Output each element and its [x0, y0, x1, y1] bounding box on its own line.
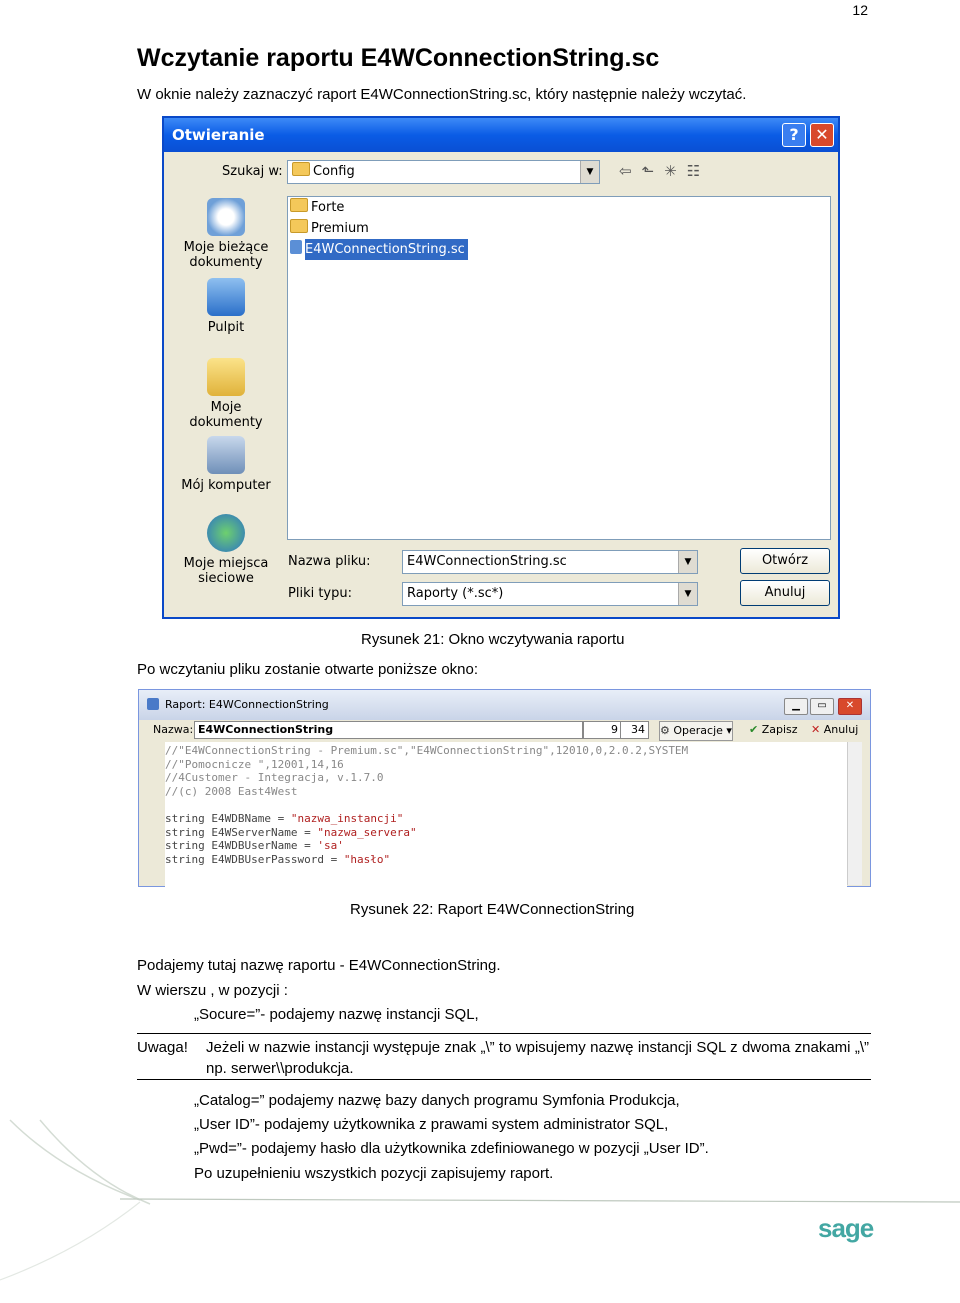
dialog-title: Otwieranie: [172, 126, 265, 144]
cancel-button[interactable]: [811, 721, 858, 739]
my-computer-icon: [207, 436, 245, 474]
filename-value: E4WConnectionString.sc: [407, 554, 567, 569]
check-icon: ✔: [749, 723, 759, 736]
desktop-icon: [207, 278, 245, 316]
folder-icon: [290, 198, 308, 212]
operations-button[interactable]: [659, 721, 733, 741]
list-item: Po uzupełnieniu wszystkich pozycji zapisujemy raport.: [194, 1165, 554, 1182]
page-title: Wczytanie raportu E4WConnectionString.sc: [137, 44, 660, 72]
decorative-swoosh: [0, 1100, 960, 1303]
list-item: „User ID”- podajemy użytkownika z prawami system administrator SQL,: [194, 1116, 669, 1133]
figure-caption-22: Rysunek 22: Raport E4WConnectionString: [350, 901, 635, 918]
report-icon: [147, 698, 159, 710]
place-label: Pulpit: [207, 320, 245, 335]
code-text: //"E4WConnectionString - Premium.sc","E4WConnectionString",12010,0,2.0.2,SYSTEM: [165, 744, 689, 757]
chevron-down-icon: ▾: [726, 724, 732, 737]
code-editor[interactable]: [165, 742, 847, 887]
back-icon[interactable]: ⇦: [619, 162, 642, 180]
new-folder-icon[interactable]: ✳: [664, 162, 687, 180]
open-file-dialog: [162, 116, 840, 619]
code-line: [165, 771, 847, 785]
recent-documents-icon: [207, 198, 245, 236]
code-line: [165, 853, 847, 867]
after-load-text: Po wczytaniu pliku zostanie otwarte poniższe okno:: [137, 661, 479, 678]
code-text: string E4WDBUserName =: [165, 839, 318, 853]
name-input[interactable]: E4WConnectionString: [194, 721, 583, 739]
place-my-documents[interactable]: [176, 358, 276, 430]
chevron-down-icon: ▼: [678, 583, 697, 605]
close-button[interactable]: ✕: [810, 123, 834, 147]
cancel-label: Anuluj: [823, 723, 859, 736]
warning-label: Uwaga!: [137, 1039, 188, 1056]
place-my-computer[interactable]: [176, 436, 276, 493]
name-label: Nazwa:: [153, 723, 194, 736]
report-title: Raport: E4WConnectionString: [165, 698, 329, 711]
filetype-label: Pliki typu:: [288, 586, 352, 601]
open-button[interactable]: Otwórz: [740, 548, 830, 574]
place-label: Moje dokumenty: [189, 400, 263, 430]
paragraph: „Socure=”- podajemy nazwę instancji SQL,: [194, 1006, 479, 1023]
view-menu-icon[interactable]: ☷: [686, 162, 711, 180]
list-item[interactable]: [288, 239, 830, 260]
code-line: [165, 744, 847, 758]
code-string: "hasło": [343, 852, 391, 866]
file-name: Premium: [311, 221, 369, 236]
line-number: 9: [583, 721, 622, 739]
file-name: Forte: [311, 200, 345, 215]
code-text: //(c) 2008 East4West: [165, 784, 298, 798]
code-text: string E4WServerName =: [165, 825, 318, 839]
code-text: string E4WDBName =: [165, 811, 291, 825]
cancel-button[interactable]: Anuluj: [740, 580, 830, 606]
operations-label: Operacje: [673, 724, 723, 737]
place-label: Mój komputer: [181, 478, 271, 493]
place-network[interactable]: [176, 514, 276, 586]
code-line: [165, 798, 847, 812]
place-label: Moje bieżące dokumenty: [183, 240, 269, 270]
divider: [137, 1033, 871, 1034]
paragraph: Podajemy tutaj nazwę raportu - E4WConnectionString.: [137, 957, 501, 974]
column-number: 34: [620, 721, 649, 739]
dialog-title-bar: [164, 118, 838, 152]
code-text: string E4WDBUserPassword =: [165, 852, 344, 866]
code-text: //4Customer - Integracja, v.1.7.0: [165, 771, 384, 785]
code-line: [165, 785, 847, 799]
look-in-value: Config: [313, 164, 355, 179]
save-label: Zapisz: [761, 723, 798, 736]
code-line: [165, 812, 847, 826]
place-label: Moje miejsca sieciowe: [183, 556, 269, 586]
filetype-select[interactable]: [402, 582, 698, 606]
list-item: „Pwd=”- podajemy hasło dla użytkownika zdefiniowanego w pozycji „User ID”.: [194, 1140, 709, 1157]
x-icon: ✕: [811, 723, 821, 736]
minimize-icon[interactable]: ▁: [784, 698, 808, 715]
filetype-value: Raporty (*.sc*): [407, 586, 504, 601]
page-number: 12: [852, 2, 868, 18]
code-string: 'sa': [317, 839, 344, 853]
folder-icon: [290, 219, 308, 233]
toolbar-icons: [619, 162, 710, 180]
gear-icon: ⚙: [660, 724, 670, 737]
paragraph: W wierszu , w pozycji :: [137, 982, 288, 999]
network-places-icon: [207, 514, 245, 552]
figure-caption-21: Rysunek 21: Okno wczytywania raportu: [361, 631, 625, 648]
my-documents-icon: [207, 358, 245, 396]
filename-input[interactable]: [402, 550, 698, 574]
look-in-select[interactable]: [287, 160, 600, 184]
place-desktop[interactable]: [176, 278, 276, 335]
file-name-selected: E4WConnectionString.sc: [305, 239, 468, 260]
report-file-icon: [290, 240, 302, 254]
warning-text: Jeżeli w nazwie instancji występuje znak „\” to wpisujemy nazwę instancji SQL z dwoma znakami „\” np. serwer\\produkcja.: [206, 1039, 869, 1077]
list-item[interactable]: [288, 218, 830, 239]
maximize-icon[interactable]: ▭: [810, 698, 834, 715]
save-button[interactable]: [749, 721, 798, 739]
divider: [137, 1079, 871, 1080]
code-line: [165, 758, 847, 772]
code-line: [165, 839, 847, 853]
list-item[interactable]: [288, 197, 830, 218]
report-title-bar: [139, 690, 870, 720]
scrollbar[interactable]: [847, 742, 862, 885]
help-button[interactable]: ?: [782, 123, 806, 147]
filename-label: Nazwa pliku:: [288, 554, 371, 569]
close-icon[interactable]: ✕: [838, 698, 862, 715]
sage-logo: sage: [818, 1213, 874, 1243]
list-item: „Catalog=” podajemy nazwę bazy danych programu Symfonia Produkcja,: [194, 1092, 680, 1109]
code-string: "nazwa_servera": [317, 825, 417, 839]
code-text: //"Pomocnicze ",12001,14,16: [165, 757, 344, 771]
chevron-down-icon: ▼: [580, 161, 599, 183]
look-in-label: Szukaj w:: [222, 164, 283, 179]
place-recent[interactable]: [176, 198, 276, 270]
up-folder-icon[interactable]: ⬑: [641, 162, 665, 180]
code-string: "nazwa_instancji": [290, 811, 404, 825]
report-window: [138, 689, 871, 887]
folder-icon: [292, 162, 310, 176]
code-line: [165, 826, 847, 840]
file-list[interactable]: [287, 196, 831, 540]
chevron-down-icon: ▼: [678, 551, 697, 573]
intro-text: W oknie należy zaznaczyć raport E4WConnectionString.sc, który następnie należy wczytać.: [137, 86, 747, 103]
